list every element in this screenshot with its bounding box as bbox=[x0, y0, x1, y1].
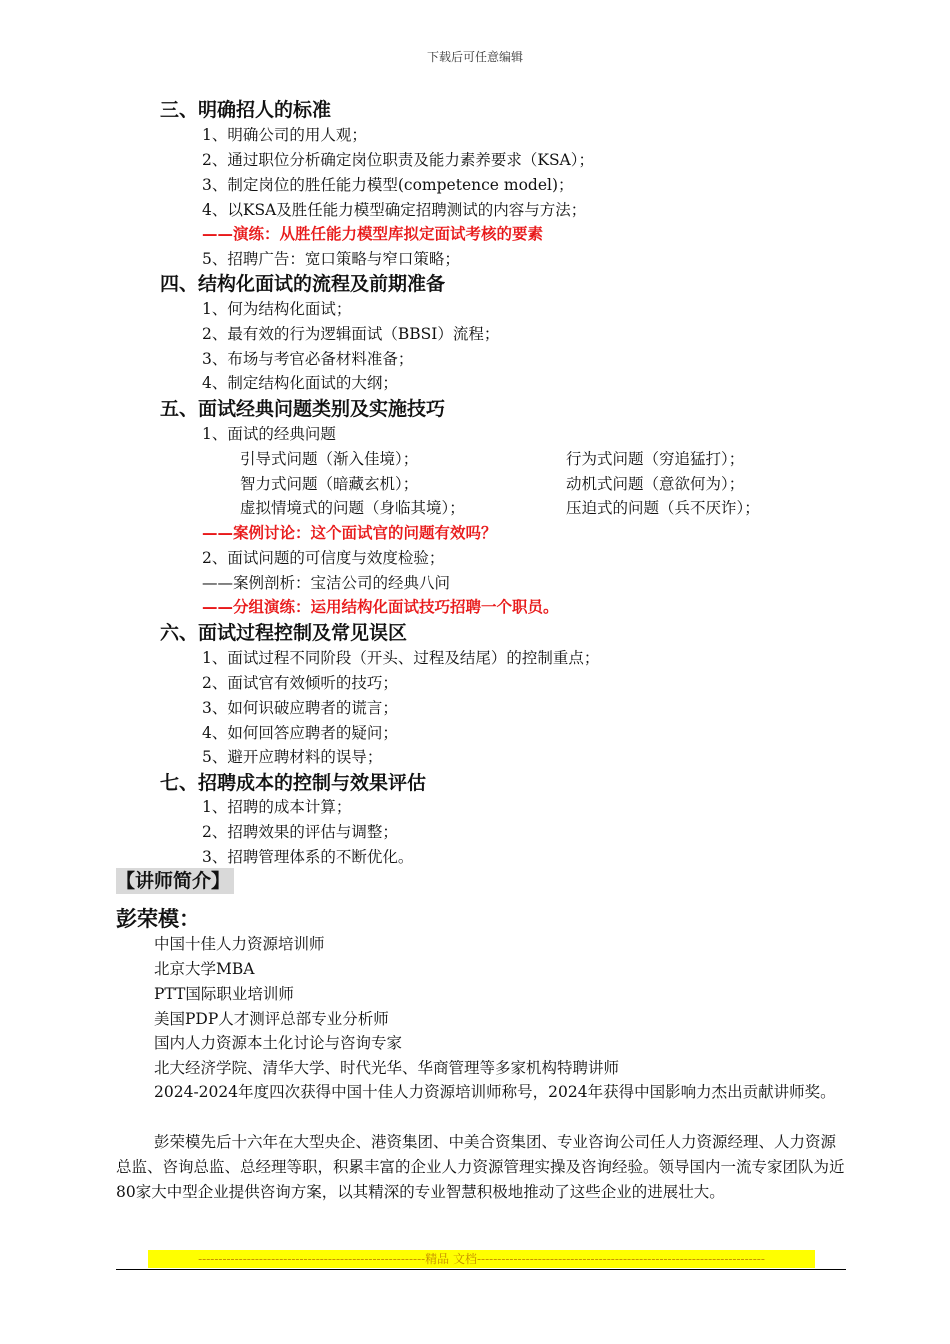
drill-note: ——演练：从胜任能力模型库拟定面试考核的要素 bbox=[202, 225, 544, 243]
bio-paragraph-experience: 彭荣模先后十六年在大型央企、港资集团、中美合资集团、专业咨询公司任人力资源经理、人力资源总监、咨询总监、总经理等职，积累丰富的企业人力资源管理实操及咨询经验。领导国内一流专家团队为近80家大中型企业提供咨询方案，以其精深的专业智慧积极地推动了这些企业的进展壮大。 bbox=[116, 1133, 845, 1201]
list-item: 4、如何回答应聘者的疑问； bbox=[202, 724, 398, 742]
list-item: 3、布场与考官必备材料准备； bbox=[202, 350, 414, 368]
section-title-4: 四、结构化面试的流程及前期准备 bbox=[160, 273, 446, 295]
list-item: 2、通过职位分析确定岗位职责及能力素养要求（KSA）； bbox=[202, 151, 595, 169]
list-item: 4、制定结构化面试的大纲； bbox=[202, 374, 398, 392]
section-title-6: 六、面试过程控制及常见误区 bbox=[160, 622, 408, 644]
list-item: 3、招聘管理体系的不断优化。 bbox=[202, 848, 414, 866]
section-title-5: 五、面试经典问题类别及实施技巧 bbox=[160, 398, 446, 420]
footer-divider bbox=[116, 1269, 846, 1270]
group-drill-note: ——分组演练：运用结构化面试技巧招聘一个职员。 bbox=[202, 598, 559, 616]
case-analysis-note: ——案例剖析：宝洁公司的经典八问 bbox=[202, 574, 451, 592]
list-item: 2、招聘效果的评估与调整； bbox=[202, 823, 398, 841]
question-type: 行为式问题（穷追猛打）； bbox=[566, 450, 745, 468]
list-item: 5、招聘广告：宽口策略与窄口策略； bbox=[202, 250, 460, 268]
bio-paragraph-awards: 2024-2024年度四次获得中国十佳人力资源培训师称号，2024年获得中国影响力杰出贡献讲师奖。 bbox=[154, 1083, 836, 1101]
question-type: 虚拟情境式的问题（身临其境）； bbox=[240, 499, 465, 517]
list-item: 2、面试问题的可信度与效度检验； bbox=[202, 549, 445, 567]
list-item: 3、制定岗位的胜任能力模型(competence model)； bbox=[202, 176, 574, 194]
question-type: 压迫式的问题（兵不厌诈）； bbox=[566, 499, 760, 517]
credential-item: PTT国际职业培训师 bbox=[154, 985, 294, 1003]
credential-item: 北大经济学院、清华大学、时代光华、华商管理等多家机构特聘讲师 bbox=[154, 1059, 620, 1077]
question-type: 智力式问题（暗藏玄机）； bbox=[240, 475, 419, 493]
list-item: 1、何为结构化面试； bbox=[202, 300, 352, 318]
list-item: 5、避开应聘材料的误导； bbox=[202, 748, 383, 766]
credential-item: 北京大学MBA bbox=[154, 960, 255, 978]
question-type: 引导式问题（渐入佳境）； bbox=[240, 450, 419, 468]
credential-item: 中国十佳人力资源培训师 bbox=[154, 935, 325, 953]
list-item: 1、面试过程不同阶段（开头、过程及结尾）的控制重点； bbox=[202, 649, 600, 667]
header-note: 下载后可任意编辑 bbox=[426, 50, 523, 64]
list-item: 2、面试官有效倾听的技巧； bbox=[202, 674, 398, 692]
credential-item: 美国PDP人才测评总部专业分析师 bbox=[154, 1010, 389, 1028]
list-item: 2、最有效的行为逻辑面试（BBSI）流程； bbox=[202, 325, 500, 343]
list-item: 1、面试的经典问题 bbox=[202, 425, 336, 443]
case-discussion-note: ——案例讨论：这个面试官的问题有效吗？ bbox=[202, 524, 497, 542]
list-item: 1、招聘的成本计算； bbox=[202, 798, 352, 816]
list-item: 3、如何识破应聘者的谎言； bbox=[202, 699, 398, 717]
footer-banner: --------------------------------------------------------精品 文档----------------------------------------------------------------------- bbox=[148, 1250, 815, 1268]
section-title-3: 三、明确招人的标准 bbox=[160, 99, 332, 121]
question-type: 动机式问题（意欲何为）； bbox=[566, 475, 745, 493]
lecturer-name: 彭荣模： bbox=[116, 907, 200, 931]
list-item: 4、以KSA及胜任能力模型确定招聘测试的内容与方法； bbox=[202, 201, 587, 219]
credential-item: 国内人力资源本土化讨论与咨询专家 bbox=[154, 1034, 403, 1052]
bio-heading: 【讲师简介】 bbox=[116, 868, 234, 894]
section-title-7: 七、招聘成本的控制与效果评估 bbox=[160, 772, 427, 794]
list-item: 1、明确公司的用人观； bbox=[202, 126, 367, 144]
